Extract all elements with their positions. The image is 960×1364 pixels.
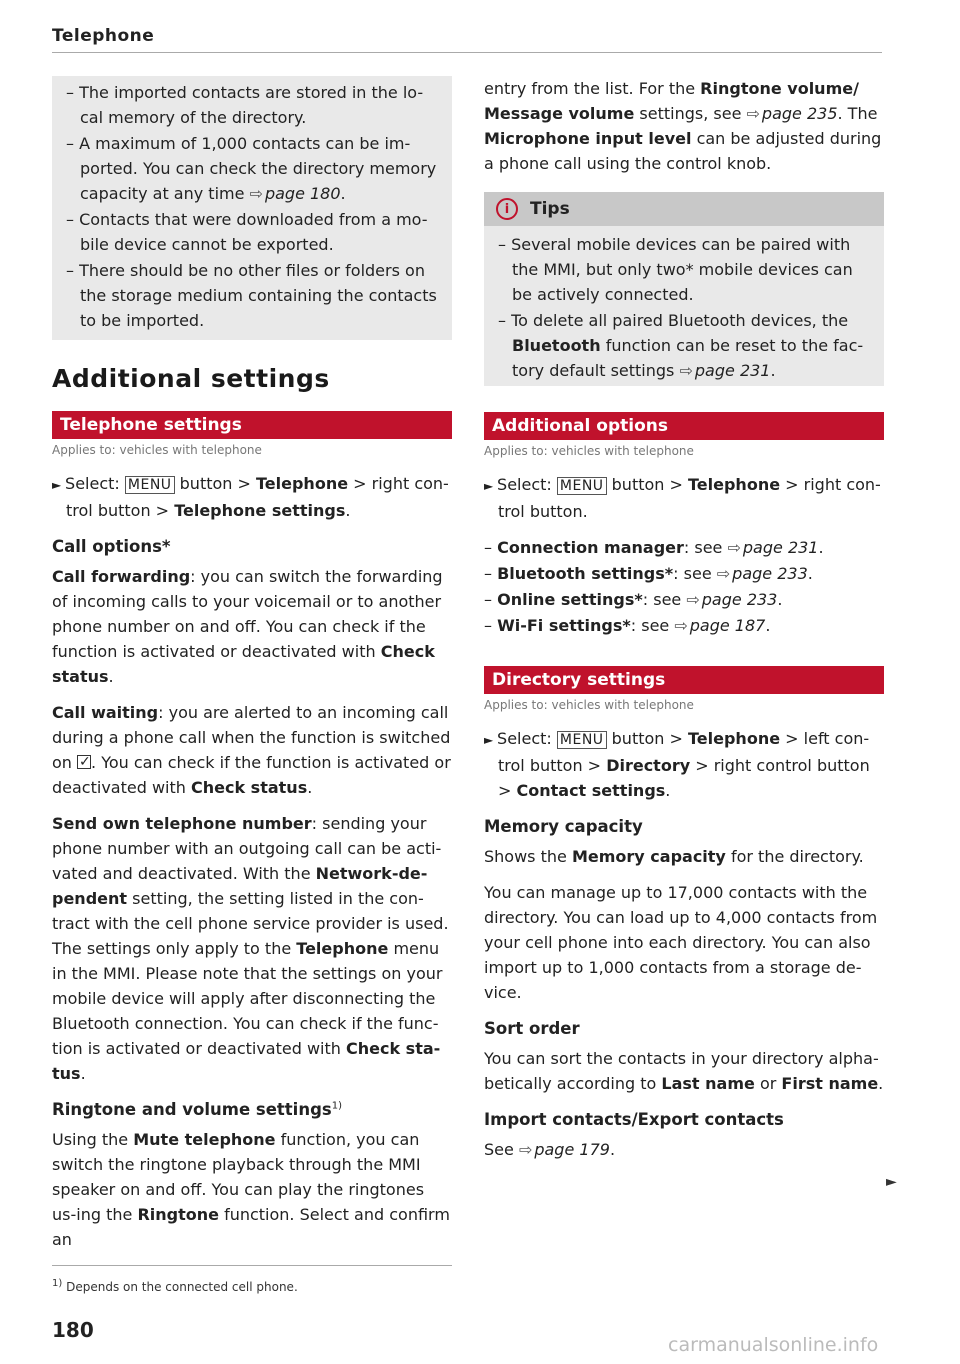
left-column [52, 76, 452, 1263]
page-ref-link[interactable]: ⇨ page 235 [747, 104, 838, 123]
ringtone-heading: Ringtone and volume settings$^{1)}$ [52, 1100, 342, 1119]
ringtone-paragraph: Using the Mute telephone function, you can switch the ringtone playback through the MMI speaker on and off. You can play the ringtones us-ing the Ringtone function. Select and confirm an [52, 1130, 450, 1249]
page-ref-link[interactable]: ⇨ page 179 [519, 1140, 610, 1159]
page-ref-link[interactable]: ⇨ page 233 [686, 590, 777, 609]
additional-options-bar: Additional options [484, 412, 884, 440]
note-item: – Contacts that were downloaded from a mo-bile device cannot be exported. [66, 207, 440, 257]
section-title: Additional settings [52, 364, 330, 393]
memory-detail-paragraph: You can manage up to 17,000 contacts with the directory. You can load up to 4,000 contacts from your cell phone into each directory. You can also import up to 1,000 contacts from a storage de-vice. [484, 883, 878, 1002]
page-ref-link[interactable]: ⇨ page 233 [717, 564, 808, 583]
call-forwarding-paragraph: Call forwarding: you can switch the forwarding of incoming calls to your voicemail or to another phone number on and off. You can check if the function is activated or deactivated with Check status. [52, 567, 443, 686]
memory-paragraph: Shows the Memory capacity for the directory. [484, 847, 864, 866]
note-item: – A maximum of 1,000 contacts can be im-ported. You can check the directory memory capacity at any time ⇨ page 180. [66, 131, 440, 206]
send-own-number-paragraph: Send own telephone number: sending your phone number with an outgoing call can be acti-vated and deactivated. With the Network-de-pendent setting, the setting listed in the con-tract with the cell phone service provider is used. The settings only apply to the Telephone menu in the MMI. Please note that the settings on your mobile device will apply after disconnecting the Bluetooth connection. You can check if the func-tion is activated or deactivated with Check sta-tus. [52, 814, 449, 1083]
applies-note: Applies to: vehicles with telephone [484, 698, 694, 712]
menu-key: MENU [125, 476, 175, 494]
right-column [484, 76, 884, 1173]
sort-paragraph: You can sort the contacts in your directory alpha-betically according to Last name or First name. [484, 1049, 884, 1093]
menu-key: MENU [557, 477, 607, 495]
continued-paragraph: entry from the list. For the Ringtone volume/ Message volume settings, see ⇨ page 235. The Microphone input level can be adjusted during a phone call using the control knob. [484, 76, 884, 176]
option-item: – Bluetooth settings*: see ⇨ page 233. [484, 561, 884, 586]
applies-note: Applies to: vehicles with telephone [52, 443, 262, 457]
info-icon: i [496, 198, 518, 220]
option-item: – Connection manager: see ⇨ page 231. [484, 535, 884, 560]
footnote: $^{1)}$ Depends on the connected cell phone. [52, 1278, 298, 1294]
note-item: – There should be no other files or folders on the storage medium containing the contacts to be imported. [66, 258, 440, 333]
select-step: ► Select: MENU button > Telephone > right con-trol button. [484, 472, 884, 524]
import-paragraph: See ⇨ page 179. [484, 1137, 884, 1162]
applies-note: Applies to: vehicles with telephone [484, 444, 694, 458]
tip-item: – Several mobile devices can be paired with the MMI, but only two* mobile devices can be actively connected. [498, 232, 872, 307]
call-options-heading: Call options* [52, 537, 171, 556]
page-ref-link[interactable]: ⇨ page 231 [727, 538, 818, 557]
page-number: 180 [52, 1318, 94, 1342]
page-ref-link[interactable]: ⇨ page 187 [674, 616, 765, 635]
option-item: – Online settings*: see ⇨ page 233. [484, 587, 884, 612]
tip-item: – To delete all paired Bluetooth devices, the Bluetooth function can be reset to the fac-tory default settings ⇨ page 231. [498, 308, 872, 383]
directory-settings-bar: Directory settings [484, 666, 884, 694]
watermark: carmanualsonline.info [668, 1334, 879, 1356]
checkbox-checked-icon [77, 755, 91, 769]
import-export-heading: Import contacts/Export contacts [484, 1110, 784, 1129]
telephone-settings-bar: Telephone settings [52, 411, 452, 439]
select-step: ► Select: MENU button > Telephone > right con-trol button > Telephone settings. [52, 471, 452, 523]
tips-box [484, 192, 884, 386]
call-waiting-paragraph: Call waiting: you are alerted to an incoming call during a phone call when the function is switched on ✓ . You can check if the function is activated or deactivated with Check status. [52, 700, 452, 800]
running-header: Telephone [52, 26, 882, 53]
page-ref-link[interactable]: ⇨ page 231 [679, 361, 770, 380]
footnote-divider [52, 1265, 452, 1266]
sort-order-heading: Sort order [484, 1019, 580, 1038]
select-step: ► Select: MENU button > Telephone > left con-trol button > Directory > right control button > Contact settings. [484, 726, 884, 803]
tips-header: i Tips [484, 192, 884, 226]
import-notes-box [52, 76, 452, 340]
continue-arrow-icon: ► [886, 1174, 897, 1190]
memory-capacity-heading: Memory capacity [484, 817, 643, 836]
menu-key: MENU [557, 731, 607, 749]
note-item: – The imported contacts are stored in the lo-cal memory of the directory. [66, 80, 440, 130]
page-ref-link[interactable]: ⇨ page 180 [250, 184, 341, 203]
option-item: – Wi-Fi settings*: see ⇨ page 187. [484, 613, 884, 638]
